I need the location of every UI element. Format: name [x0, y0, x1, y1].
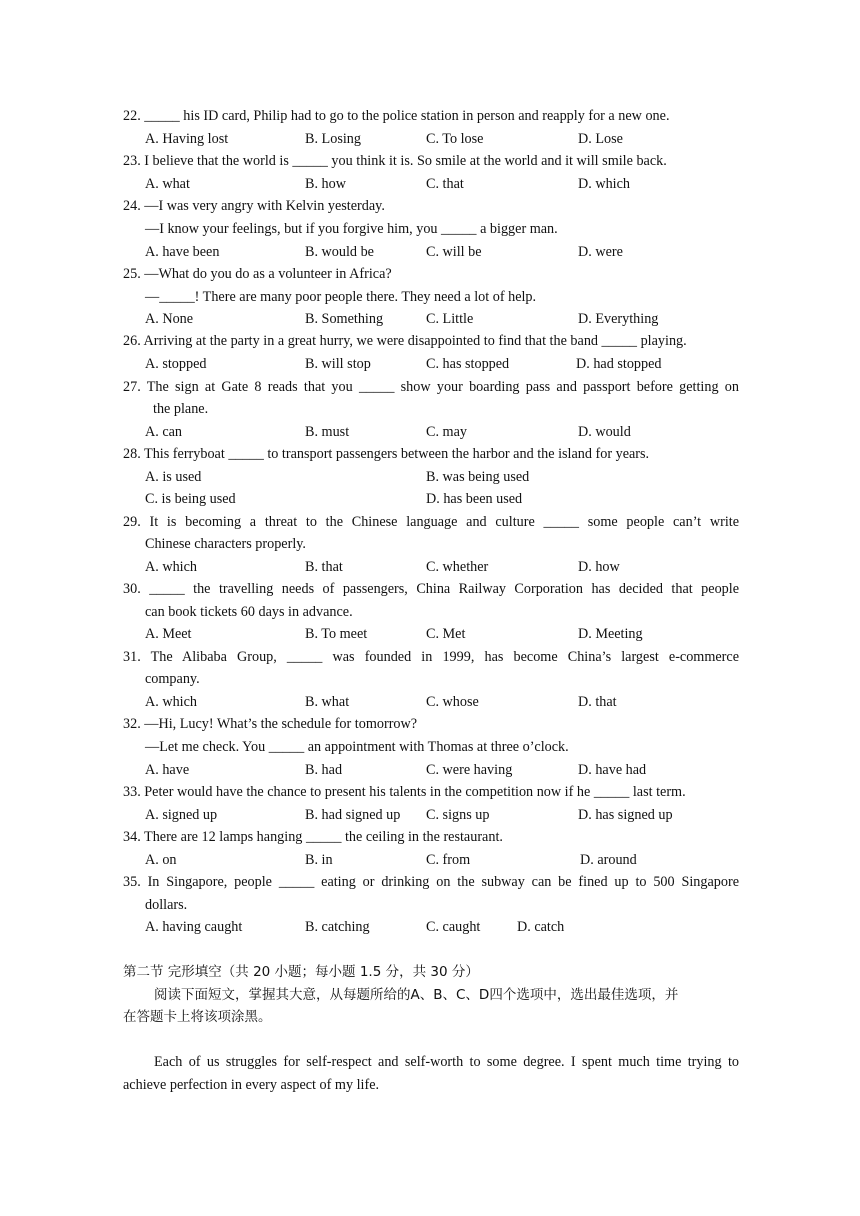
q27-option-b: B. must — [305, 424, 350, 440]
q23-option-c: C. that — [426, 176, 464, 192]
q23-option-a: A. what — [145, 176, 190, 192]
q24-option-d: D. were — [578, 244, 623, 260]
question-27-stem-cont: the plane. — [153, 401, 209, 417]
q23-option-d: D. which — [578, 176, 631, 192]
q25-option-d: D. Everything — [578, 311, 659, 327]
q22-option-a: A. Having lost — [145, 131, 229, 147]
q27-option-c: C. may — [426, 424, 467, 440]
q30-option-d: D. Meeting — [578, 626, 643, 642]
question-23-stem: 23. I believe that the world is _____ you think it is. So smile at the world and it will smile back. — [123, 153, 667, 169]
q34-option-c: C. from — [426, 852, 471, 868]
q30-option-a: A. Meet — [145, 626, 192, 642]
q31-option-c: C. whose — [426, 694, 479, 710]
q31-option-d: D. that — [578, 694, 617, 710]
question-31-stem-cont: company. — [145, 671, 200, 687]
q24-option-a: A. have been — [145, 244, 220, 260]
q34-option-d: D. around — [580, 852, 637, 868]
question-22-stem: 22. _____ his ID card, Philip had to go to the police station in person and reapply for a new one. — [123, 108, 670, 124]
q22-option-c: C. To lose — [426, 131, 484, 147]
q26-option-a: A. stopped — [145, 356, 207, 372]
q28-option-c: C. is being used — [145, 491, 236, 507]
q25-option-b: B. Something — [305, 311, 384, 327]
q35-option-a: A. having caught — [145, 919, 243, 935]
question-32-stem-reply: —Let me check. You _____ an appointment with Thomas at three o’clock. — [145, 739, 569, 755]
q28-option-a: A. is used — [145, 469, 202, 485]
question-32-stem: 32. —Hi, Lucy! What’s the schedule for tomorrow? — [123, 716, 418, 732]
question-24-stem-reply: —I know your feelings, but if you forgive him, you _____ a bigger man. — [145, 221, 558, 237]
q23-option-b: B. how — [305, 176, 346, 192]
q27-option-a: A. can — [145, 424, 183, 440]
q26-option-c: C. has stopped — [426, 356, 510, 372]
question-28-stem: 28. This ferryboat _____ to transport passengers between the harbor and the island for years. — [123, 446, 650, 462]
q22-option-b: B. Losing — [305, 131, 361, 147]
q32-option-d: D. have had — [578, 762, 647, 778]
q34-option-a: A. on — [145, 852, 177, 868]
question-27-stem: 27. The sign at Gate 8 reads that you _____ show your boarding pass and passport before getting on — [123, 379, 739, 395]
q28-option-d: D. has been used — [426, 491, 523, 507]
q33-option-c: C. signs up — [426, 807, 490, 823]
q30-option-c: C. Met — [426, 626, 466, 642]
q35-option-b: B. catching — [305, 919, 370, 935]
q29-option-b: B. that — [305, 559, 343, 575]
q30-option-b: B. To meet — [305, 626, 368, 642]
q24-option-c: C. will be — [426, 244, 482, 260]
passage-line2: achieve perfection in every aspect of my life. — [123, 1077, 380, 1093]
q22-option-d: D. Lose — [578, 131, 623, 147]
q31-option-a: A. which — [145, 694, 198, 710]
question-29-stem: 29. It is becoming a threat to the Chinese language and culture _____ some people can’t write — [123, 514, 739, 530]
q28-option-b: B. was being used — [426, 469, 530, 485]
question-34-stem: 34. There are 12 lamps hanging _____ the ceiling in the restaurant. — [123, 829, 503, 845]
q35-option-c: C. caught — [426, 919, 481, 935]
question-35-stem: 35. In Singapore, people _____ eating or drinking on the subway can be fined up to 500 Singapore — [123, 874, 739, 890]
q26-option-b: B. will stop — [305, 356, 371, 372]
q33-option-a: A. signed up — [145, 807, 218, 823]
q29-option-c: C. whether — [426, 559, 489, 575]
q35-option-d: D. catch — [517, 919, 565, 935]
q25-option-c: C. Little — [426, 311, 474, 327]
q34-option-b: B. in — [305, 852, 333, 868]
question-31-stem: 31. The Alibaba Group, _____ was founded in 1999, has become China’s largest e-commerce — [123, 649, 739, 665]
question-30-stem-cont: can book tickets 60 days in advance. — [145, 604, 353, 620]
q25-option-a: A. None — [145, 311, 194, 327]
question-24-stem: 24. —I was very angry with Kelvin yesterday. — [123, 198, 385, 214]
question-25-stem: 25. —What do you do as a volunteer in Africa? — [123, 266, 392, 282]
question-29-stem-cont: Chinese characters properly. — [145, 536, 306, 552]
q29-option-d: D. how — [578, 559, 620, 575]
q32-option-b: B. had — [305, 762, 343, 778]
q32-option-a: A. have — [145, 762, 190, 778]
passage-line1: Each of us struggles for self-respect and self-worth to some degree. I spent much time trying to — [154, 1054, 739, 1070]
question-30-stem: 30. _____ the travelling needs of passengers, China Railway Corporation has decided that people — [123, 581, 739, 597]
q29-option-a: A. which — [145, 559, 198, 575]
section-instruction-line1: 阅读下面短文，掌握其大意，从每题所给的A、B、C、D四个选项中，选出最佳选项，并 — [154, 987, 679, 1003]
question-35-stem-cont: dollars. — [145, 897, 188, 913]
q24-option-b: B. would be — [305, 244, 374, 260]
section-instruction-line2: 在答题卡上将该项涂黑。 — [123, 1009, 272, 1025]
q31-option-b: B. what — [305, 694, 350, 710]
q27-option-d: D. would — [578, 424, 631, 440]
question-26-stem: 26. Arriving at the party in a great hurry, we were disappointed to find that the band _____ playing. — [123, 333, 687, 349]
question-33-stem: 33. Peter would have the chance to present his talents in the competition now if he _____ last term. — [123, 784, 686, 800]
section-heading: 第二节 完形填空（共 20 小题；每小题 1.5 分，共 30 分） — [123, 964, 479, 980]
question-25-stem-reply: —_____! There are many poor people there. They need a lot of help. — [145, 289, 537, 305]
q33-option-d: D. has signed up — [578, 807, 673, 823]
q33-option-b: B. had signed up — [305, 807, 401, 823]
q32-option-c: C. were having — [426, 762, 513, 778]
q26-option-d: D. had stopped — [576, 356, 662, 372]
